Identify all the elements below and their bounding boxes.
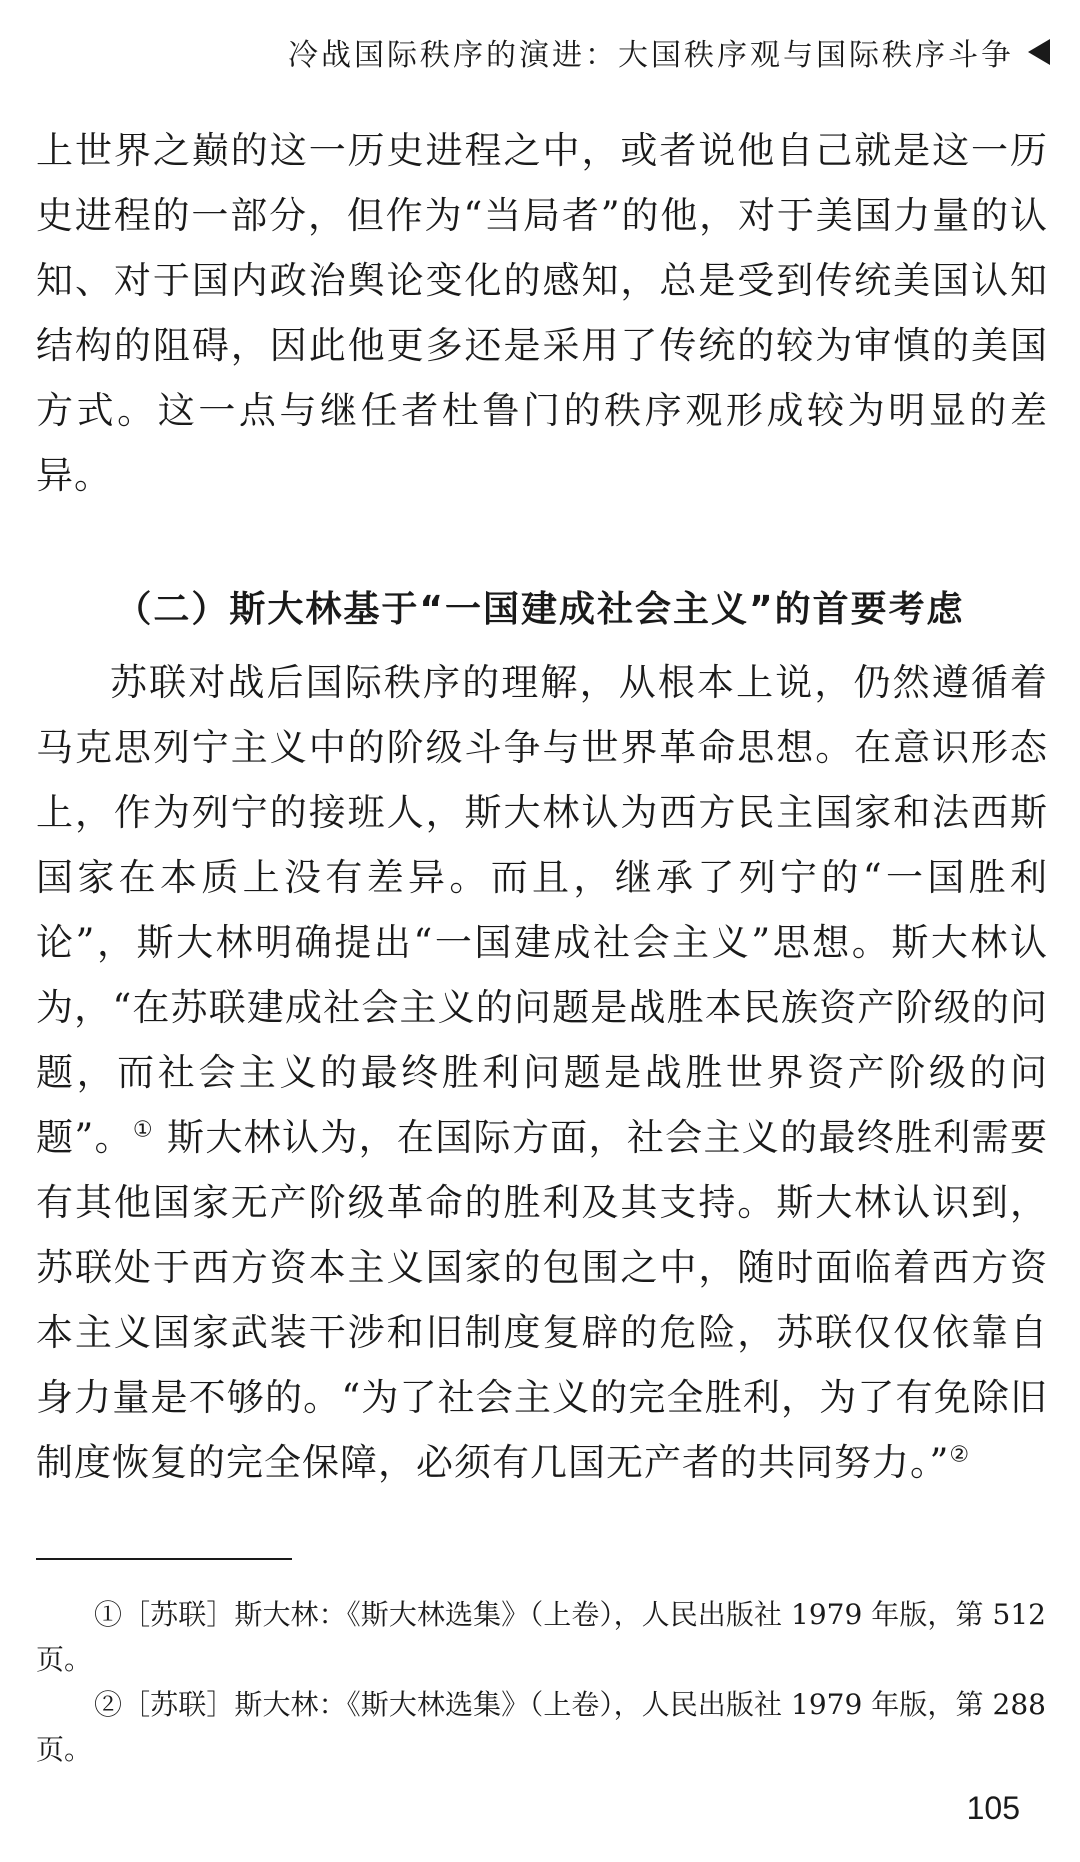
- footnote-divider: [36, 1558, 292, 1560]
- footnote-1: ①［苏联］斯大林：《斯大林选集》（上卷），人民出版社 1979 年版，第 512 页。: [36, 1598, 1046, 1676]
- footnote-ref-2[interactable]: ②: [949, 1442, 971, 1468]
- paragraph-stalin: [36, 650, 1048, 1495]
- paragraph-text: 苏联对战后国际秩序的理解，从根本上说，仍然遵循着马克思列宁主义中的阶级斗争与世界革命思想。在意识形态上，作为列宁的接班人，斯大林认为西方民主国家和法西斯国家在本质上没有差异。而且，继承了列宁的“一国胜利论”，斯大林明确提出“一国建成社会主义”思想。斯大林认为，“在苏联建成社会主义的问题是战胜本民族资产阶级的问题，而社会主义的最终胜利问题是战胜世界资产阶级的问题”。: [36, 661, 1048, 1159]
- running-header: [288, 30, 1050, 74]
- paragraph-text: 斯大林认为，在国际方面，社会主义的最终胜利需要有其他国家无产阶级革命的胜利及其支持。斯大林认识到，苏联处于西方资本主义国家的包围之中，随时面临着西方资本主义国家武装干涉和旧制度复辟的危险，苏联仅仅依靠自身力量是不够的。“为了社会主义的完全胜利，为了有免除旧制度恢复的完全保障，必须有几国无产者的共同努力。”: [36, 1116, 1048, 1484]
- section-heading: （二）斯大林基于“一国建成社会主义”的首要考虑: [115, 589, 965, 630]
- footnote-ref-1[interactable]: ①: [132, 1117, 154, 1143]
- triangle-marker-icon: [1028, 39, 1050, 65]
- footnote-2: ②［苏联］斯大林：《斯大林选集》（上卷），人民出版社 1979 年版，第 288 页。: [36, 1688, 1046, 1766]
- running-title: 冷战国际秩序的演进：大国秩序观与国际秩序斗争: [288, 38, 1014, 73]
- footnotes: [36, 1592, 1046, 1772]
- paragraph-continuation: 上世界之巅的这一历史进程之中，或者说他自己就是这一历史进程的一部分，但作为“当局者”的他，对于美国力量的认知、对于国内政治舆论变化的感知，总是受到传统美国认知结构的阻碍，因此他更多还是采用了传统的较为审慎的美国方式。这一点与继任者杜鲁门的秩序观形成较为明显的差异。: [36, 129, 1048, 497]
- page-number: 105: [966, 1790, 1020, 1826]
